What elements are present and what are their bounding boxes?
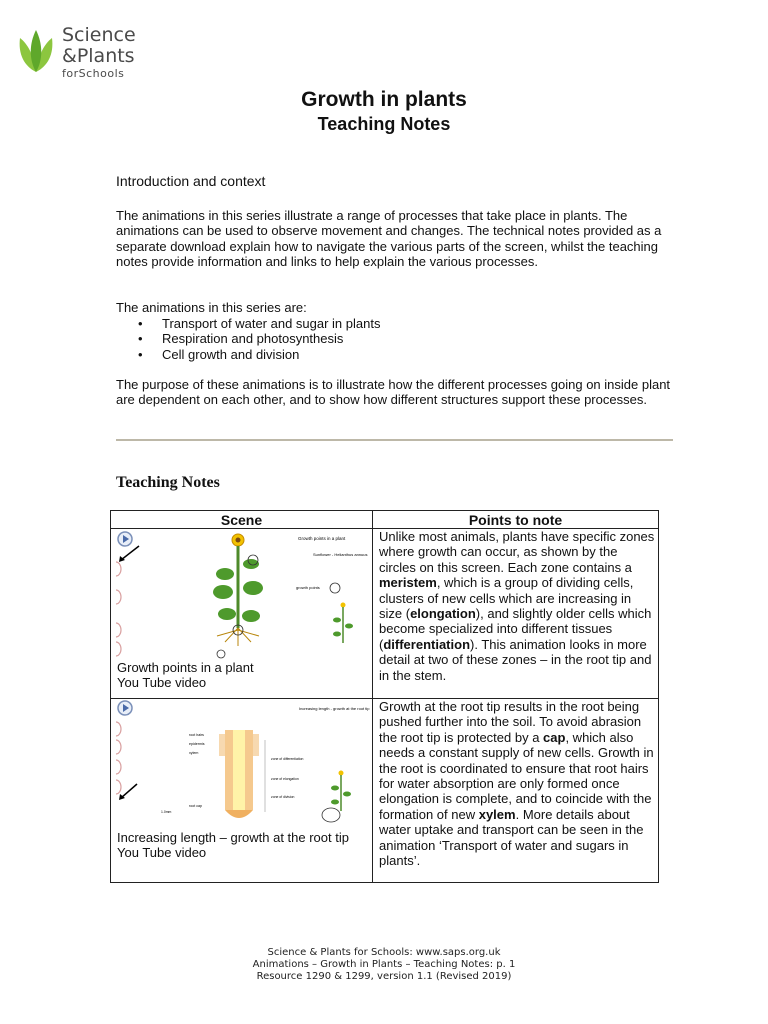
note-text: , which also needs a constant supply of new cells. Growth in the root is coordinated to ensure that root hairs for water absorption are only formed once elongation is complete, and to coincide with the formation of new: [379, 729, 654, 822]
svg-text:Increasing length - growth at: Increasing length - growth at the root tip: [299, 706, 370, 711]
scene-caption: Growth points in a plant: [117, 660, 254, 675]
logo-line1: Science: [62, 24, 136, 46]
bullet-icon: •: [138, 316, 143, 331]
svg-text:root hairs: root hairs: [189, 733, 204, 737]
animation-list: [116, 316, 380, 362]
svg-text:Growth points in a plant: Growth points in a plant: [298, 536, 346, 541]
root-tip-illustration: [113, 700, 370, 828]
logo-line2: &Plants: [62, 45, 135, 67]
table-divider: [372, 511, 373, 882]
key-term: cap: [543, 729, 566, 745]
saps-logo: [14, 26, 154, 78]
bullet-icon: •: [138, 331, 143, 347]
svg-text:zone of division: zone of division: [271, 795, 295, 799]
note-text: Unlike most animals, plants have specific zones where growth can occur, as shown by the circles on this screen. Each zone contains a: [379, 529, 655, 575]
leaf-logo-icon: [14, 26, 58, 74]
list-item: • Transport of water and sugar in plants: [138, 316, 381, 331]
page-subtitle: Teaching Notes: [317, 114, 451, 134]
note-text: , which is a group of dividing cells, clusters of new cells which are increasing in size (: [379, 575, 634, 622]
footer-line: Resource 1290 & 1299, version 1.1 (Revised 2019): [256, 971, 512, 982]
page-footer: [0, 947, 768, 983]
page-title: Growth in plants: [301, 88, 467, 111]
svg-text:root cap: root cap: [189, 804, 202, 808]
svg-text:Sunflower - Helianthus annuus: Sunflower - Helianthus annuus: [313, 552, 368, 557]
scene-source: You Tube video: [117, 675, 207, 691]
growth-points-illustration: [113, 530, 370, 660]
list-item: • Cell growth and division: [138, 346, 300, 362]
svg-text:epidermis: epidermis: [189, 742, 205, 746]
intro-paragraph-3: The purpose of these animations is to illustrate how the different processes going on inside plant are dependent on each other, and to show how different structures support these processes.: [116, 377, 671, 408]
svg-text:xylem: xylem: [189, 751, 199, 755]
key-term: elongation: [410, 606, 476, 622]
key-term: xylem: [478, 806, 516, 822]
bullet-icon: •: [138, 346, 143, 362]
intro-heading: Introduction and context: [116, 173, 266, 189]
points-to-note: [379, 529, 655, 683]
note-text: . More details about water uptake and transport can be seen in the animation ‘Transport of water and sugars in plants’.: [379, 806, 644, 869]
scene-source: You Tube video: [117, 845, 207, 861]
svg-text:zone of differentiation: zone of differentiation: [271, 757, 304, 761]
note-text: ). This animation looks in more detail at two of these zones – in the root tip and in the stem.: [379, 636, 652, 683]
footer-line: Science & Plants for Schools: www.saps.org.uk: [267, 947, 501, 958]
key-term: differentiation: [383, 636, 471, 652]
intro-paragraph-2: The animations in this series are:: [116, 300, 307, 315]
section-divider: [116, 439, 673, 441]
note-text: Growth at the root tip results in the root being pushed further into the soil. To avoid abrasion the root tip is protected by a: [379, 699, 642, 745]
svg-text:zone of elongation: zone of elongation: [271, 777, 299, 781]
scene-caption: Increasing length – growth at the root tip: [117, 830, 349, 845]
intro-paragraph-1: The animations in this series illustrate a range of processes that take place in plants. The animations can be used to observe movement and changes. The technical notes provided as a separate download explain how to navigate the various parts of the screen, whilst the teaching notes provide information and links to help explain the various processes.: [116, 208, 662, 269]
column-header-points: Points to note: [468, 512, 563, 528]
svg-text:growth points: growth points: [296, 585, 320, 590]
notes-table: [110, 510, 659, 883]
teaching-notes-heading: Teaching Notes: [116, 474, 220, 491]
svg-text:1.0mm: 1.0mm: [161, 810, 172, 814]
points-to-note: [379, 699, 655, 868]
key-term: meristem: [379, 575, 437, 591]
footer-line: Animations – Growth in Plants – Teaching Notes: p. 1: [252, 959, 516, 970]
list-item: • Respiration and photosynthesis: [138, 331, 344, 347]
note-text: ), and slightly older cells which become specialized into different tissues (: [379, 606, 652, 652]
column-header-scene: Scene: [220, 512, 263, 528]
logo-line3: forSchools: [62, 67, 125, 80]
